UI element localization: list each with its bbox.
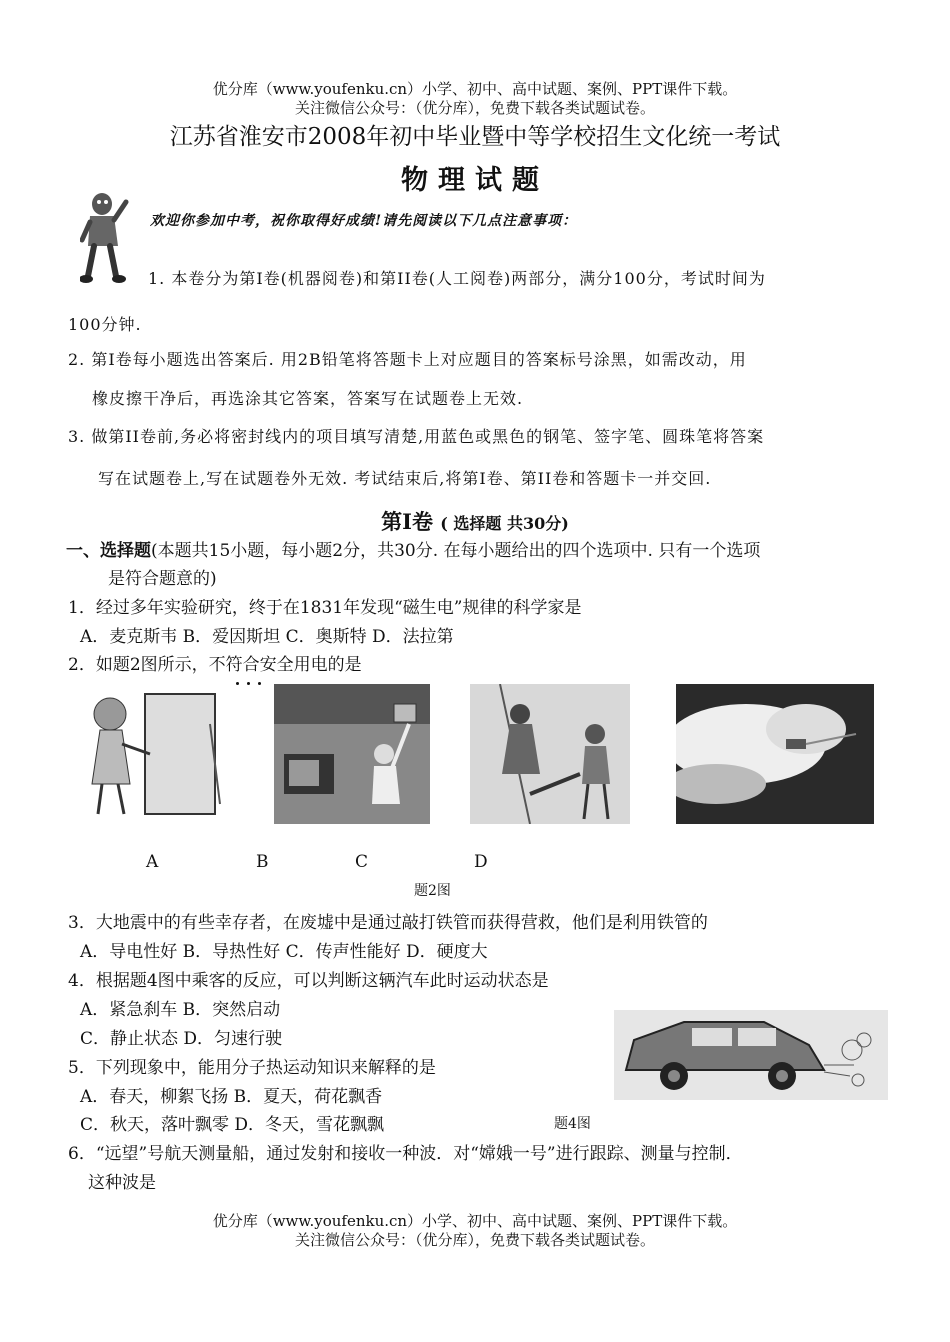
question-2-post: 安全用电的是 <box>259 655 362 675</box>
question-3: 3．大地震中的有些幸存者，在废墟中是通过敲打铁管而获得营救，他们是利用铁管的 <box>68 913 708 933</box>
footer-line-2: 关注微信公众号：（优分库），免费下载各类试题试卷。 <box>294 1231 655 1249</box>
figure-2c-image <box>470 684 630 824</box>
section-1-title <box>0 506 950 536</box>
footer-line-1: 优分库（www.youfenku.cn）小学、初中、高中试题、案例、PPT课件下载。 <box>212 1212 738 1230</box>
note-2-line-1: 2. 第I卷每小题选出答案后. 用2B铅笔将答题卡上对应题目的答案标号涂黑，如需改动，用 <box>68 350 747 369</box>
note-3-line-1: 3. 做第II卷前,务必将密封线内的项目填写清楚,用蓝色或黑色的钢笔、签字笔、圆珠笔将答案 <box>68 427 765 446</box>
welcome-text: 欢迎你参加中考，祝你取得好成绩!请先阅读以下几点注意事项： <box>150 213 578 229</box>
section-1-intro-line-2: 是符合题意的) <box>108 569 217 589</box>
header-line-2: 关注微信公众号：（优分库），免费下载各类试题试卷。 <box>294 99 655 117</box>
figure-2-label-c: C <box>355 852 369 872</box>
section-1-subheading: ( 选择题 共30分) <box>440 514 569 533</box>
figure-4-image <box>614 1010 888 1100</box>
exam-subject: 物理试题 <box>401 165 549 196</box>
question-1-options: A．麦克斯韦 B．爱因斯坦 C．奥斯特 D．法拉第 <box>80 627 454 647</box>
section-1-intro-bold: 一、选择题 <box>66 541 151 561</box>
figure-2a-image <box>70 684 230 824</box>
question-2 <box>68 650 362 675</box>
question-4-options-1: A．紧急刹车 B．突然启动 <box>80 1000 281 1020</box>
header-line-1: 优分库（www.youfenku.cn）小学、初中、高中试题、案例、PPT课件下载。 <box>212 80 738 98</box>
section-1-intro-text: (本题共15小题，每小题2分，共30分. 在每小题给出的四个选项中. 只有一个选项 <box>151 541 761 561</box>
question-5-options-2: C．秋天，落叶飘零 D．冬天，雪花飘飘 <box>80 1115 385 1135</box>
mascot-figure <box>80 190 130 286</box>
figure-2-caption: 题2图 <box>414 883 451 899</box>
figure-2b-image <box>274 684 430 824</box>
question-2-emphasis: 不符合 <box>208 655 260 675</box>
emphasis-dots <box>232 670 265 689</box>
question-4-options-2: C．静止状态 D．匀速行驶 <box>80 1029 283 1049</box>
exam-title: 江苏省淮安市2008年初中毕业暨中等学校招生文化统一考试 <box>169 124 781 150</box>
section-1-intro <box>66 536 760 561</box>
question-1: 1．经过多年实验研究，终于在1831年发现“磁生电”规律的科学家是 <box>68 598 582 618</box>
question-6-line-1: 6．“远望”号航天测量船，通过发射和接收一种波．对“嫦娥一号”进行跟踪、测量与控制． <box>68 1144 743 1164</box>
question-6-line-2: 这种波是 <box>88 1173 156 1193</box>
note-1-line-2: 100分钟. <box>68 315 142 334</box>
question-3-options: A．导电性好 B．导热性好 C．传声性能好 D．硬度大 <box>80 942 488 962</box>
figure-2-label-b: B <box>256 852 269 872</box>
question-5: 5．下列现象中，能用分子热运动知识来解释的是 <box>68 1058 436 1078</box>
note-2-line-2: 橡皮擦干净后，再选涂其它答案，答案写在试题卷上无效. <box>92 389 524 408</box>
section-1-heading: 第I卷 <box>381 509 433 534</box>
figure-2d-image <box>676 684 874 824</box>
figure-2-label-a: A <box>146 852 159 872</box>
question-2-pre: 2．如题2图所示， <box>68 655 209 675</box>
figure-2-label-d: D <box>474 852 488 872</box>
note-1-line-1: 1. 本卷分为第I卷(机器阅卷)和第II卷(人工阅卷)两部分，满分100分，考试时间为 <box>148 269 766 288</box>
question-5-options-1: A．春天，柳絮飞扬 B．夏天，荷花飘香 <box>80 1087 383 1107</box>
question-4: 4．根据题4图中乘客的反应，可以判断这辆汽车此时运动状态是 <box>68 971 549 991</box>
figure-4-caption: 题4图 <box>554 1116 591 1132</box>
note-3-line-2: 写在试题卷上,写在试题卷外无效. 考试结束后,将第I卷、第II卷和答题卡一并交回. <box>98 469 712 488</box>
